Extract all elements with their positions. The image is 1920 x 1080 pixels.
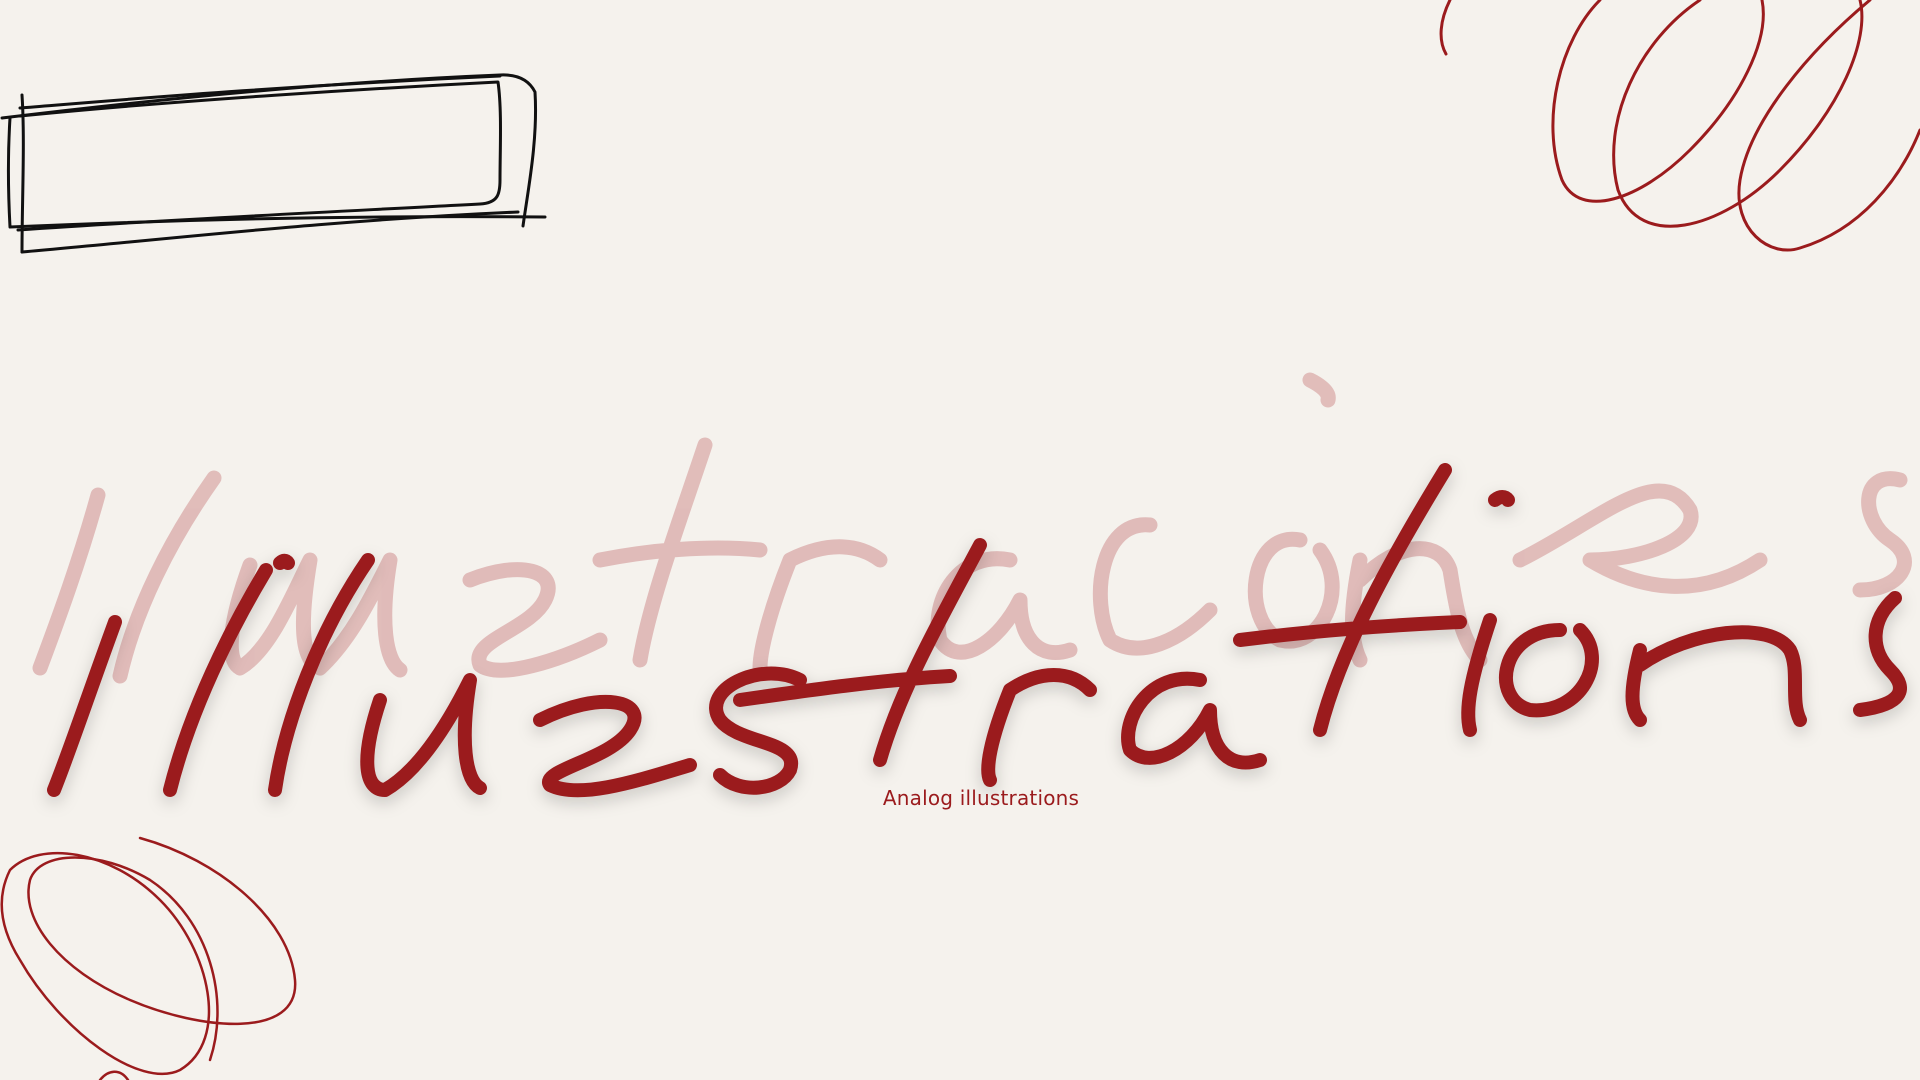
subtitle-text: Analog illustrations	[882, 786, 1080, 810]
